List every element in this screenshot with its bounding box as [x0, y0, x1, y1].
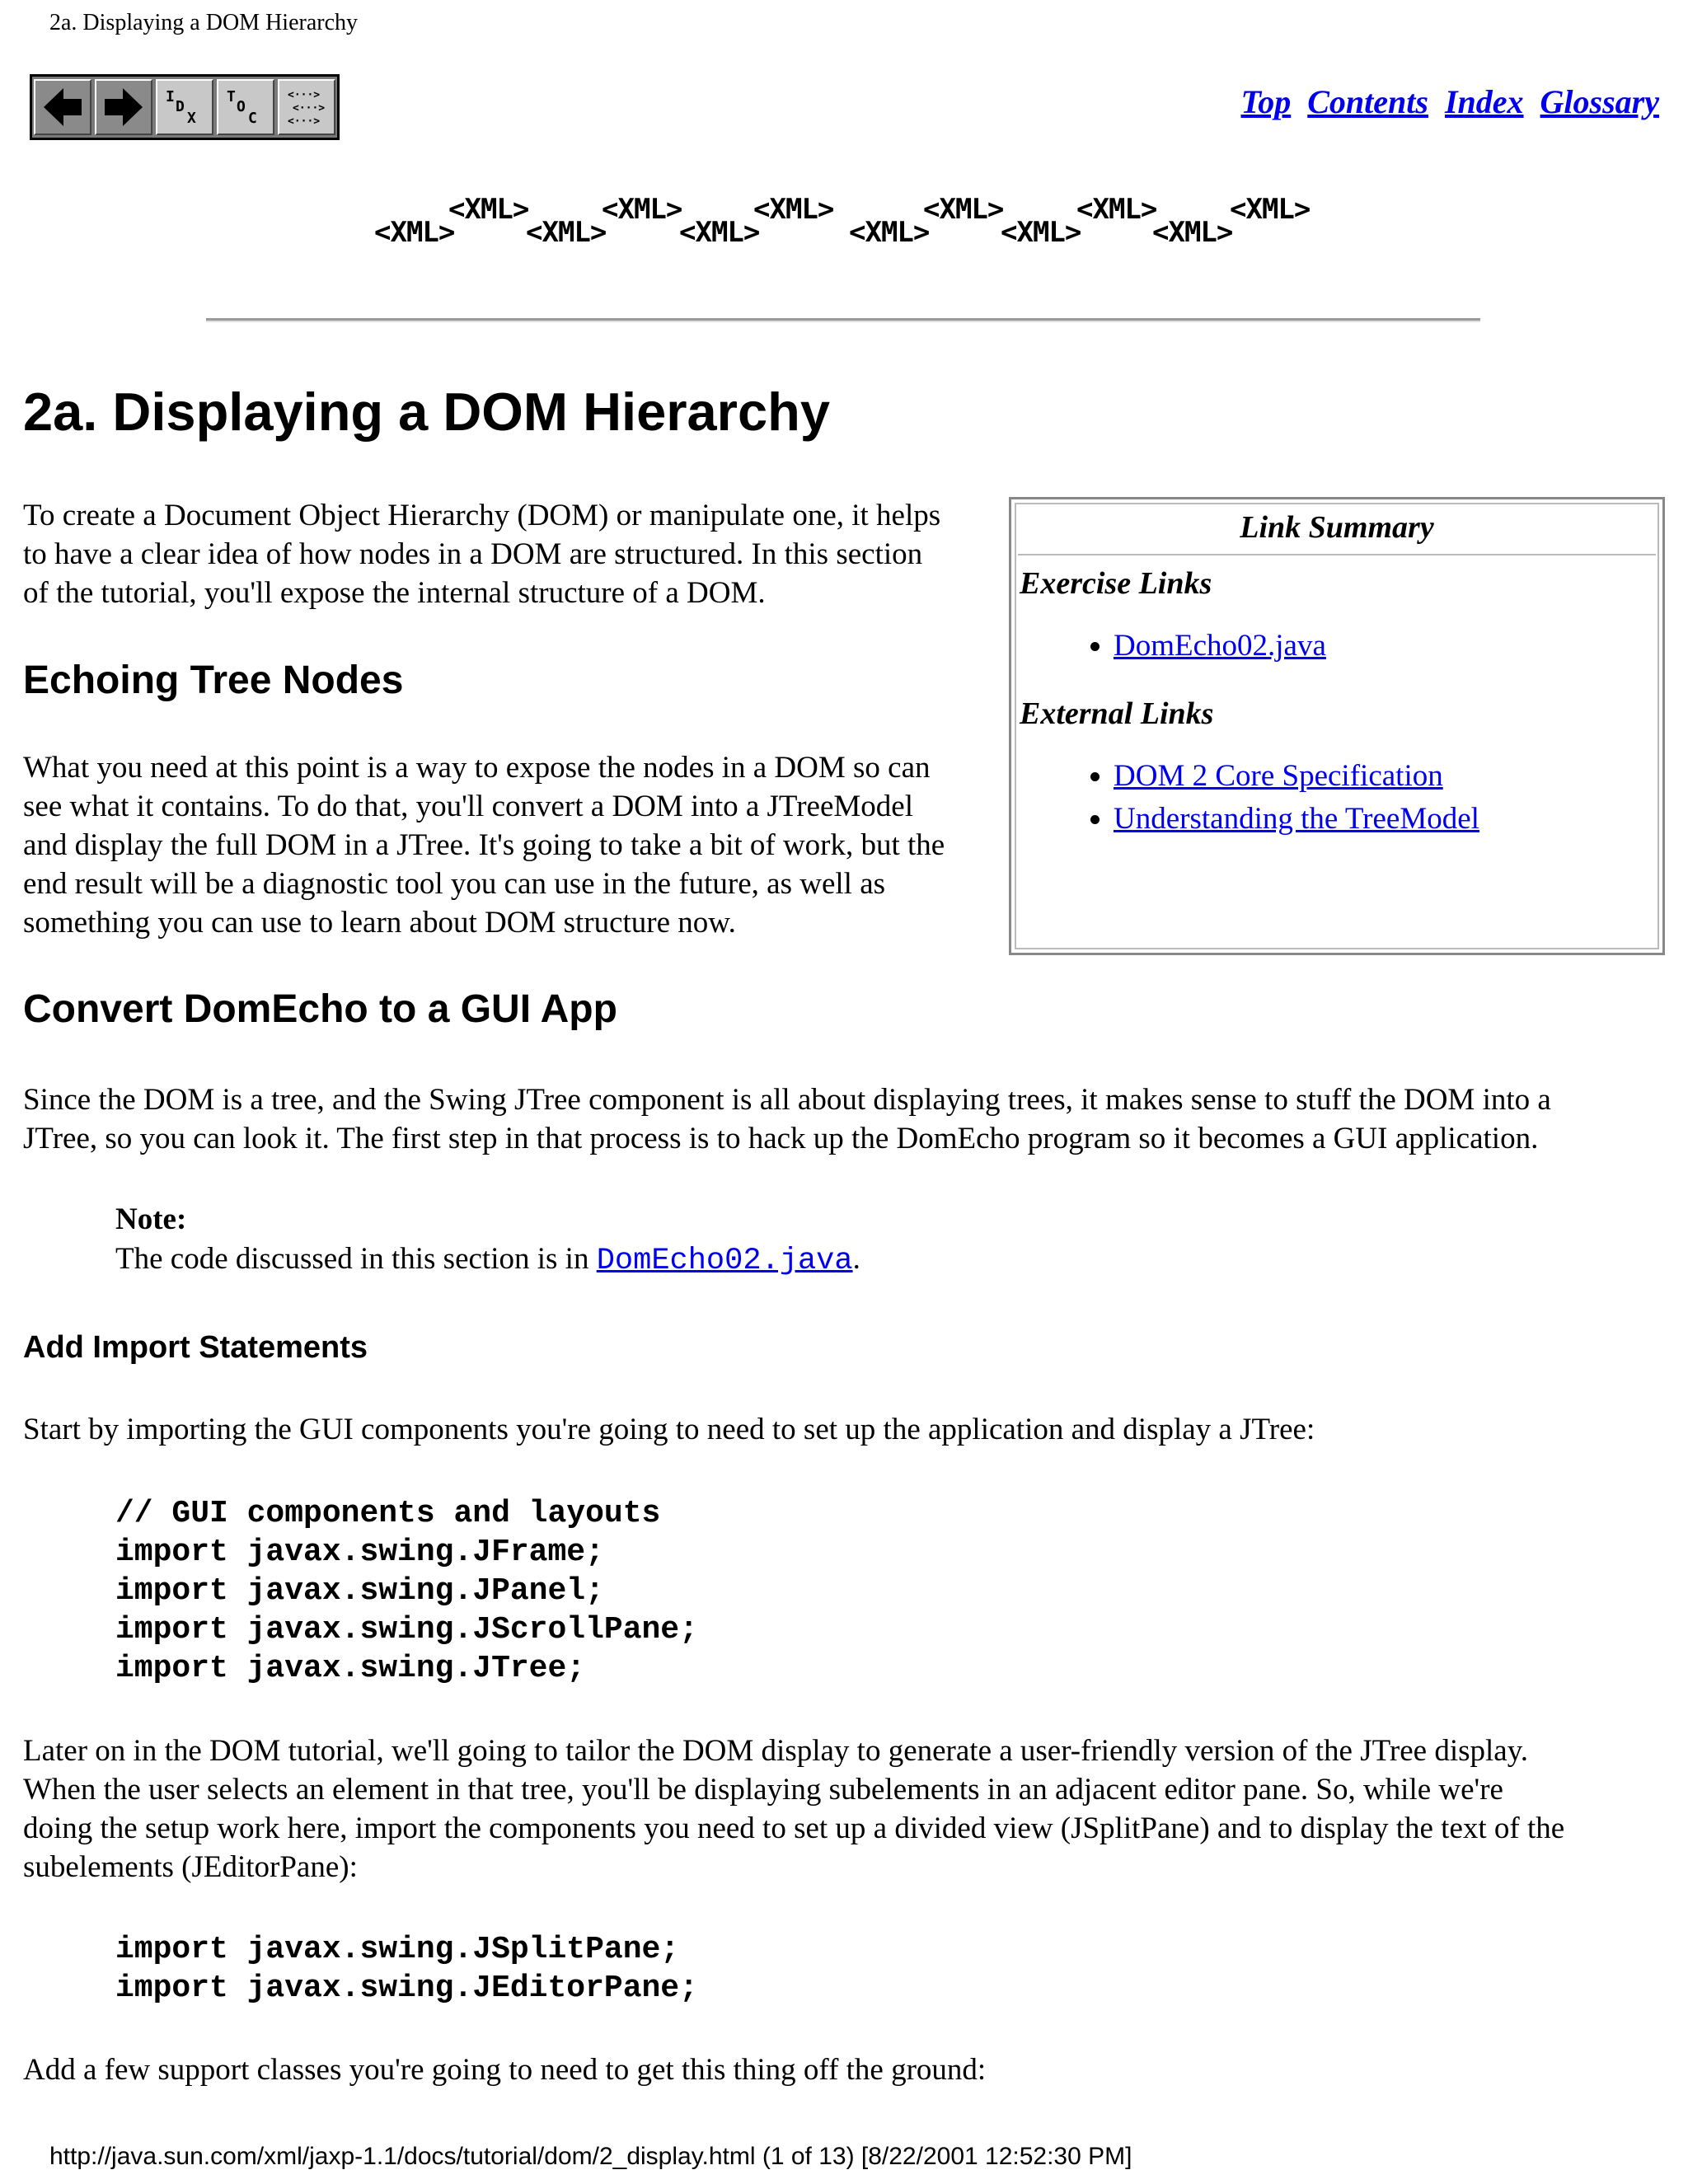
code-line: import javax.swing.JPanel;	[115, 1573, 604, 1609]
top-link[interactable]: Top	[1240, 83, 1292, 120]
svg-text:D: D	[176, 98, 185, 115]
xml-banner-word: <XML>	[679, 216, 760, 249]
svg-text:<···>: <···>	[293, 102, 326, 115]
list-item	[1114, 798, 1658, 841]
index-link[interactable]: Index	[1444, 83, 1524, 120]
text-line: Since the DOM is a tree, and the Swing JTree component is all about displaying trees, it makes sense to stuff the DOM into a	[23, 1083, 1551, 1117]
svg-text:C: C	[248, 110, 257, 127]
index-icon[interactable]	[156, 79, 213, 135]
xml-banner-word: <XML>	[602, 193, 682, 226]
link-summary-box	[1009, 497, 1665, 955]
section-heading-add-import-statements: Add Import Statements	[23, 1330, 368, 1365]
svg-text:<···>: <···>	[288, 89, 321, 101]
text-line: something you can use to learn about DOM structure now.	[23, 906, 736, 940]
code-block-split-imports	[115, 1930, 698, 2008]
understanding-treemodel-link[interactable]: Understanding the TreeModel	[1114, 802, 1479, 836]
forward-arrow-icon[interactable]	[95, 79, 152, 135]
svg-text:X: X	[187, 110, 196, 127]
import-intro-paragraph: Start by importing the GUI components you're going to need to set up the application and display a JTree:	[23, 1413, 1315, 1446]
svg-text:I: I	[166, 88, 175, 105]
text-line: of the tutorial, you'll expose the internal structure of a DOM.	[23, 576, 766, 610]
code-block-gui-imports	[115, 1494, 698, 1688]
svg-text:O: O	[237, 98, 246, 115]
exercise-links-heading: Exercise Links	[1020, 566, 1212, 601]
print-footer-url: http://java.sun.com/xml/jaxp-1.1/docs/tutorial/dom/2_display.html (1 of 13) [8/22/2001 12:52:30 PM]	[49, 2143, 1132, 2170]
code-line: import javax.swing.JEditorPane;	[115, 1971, 698, 2006]
toc-icon[interactable]	[217, 79, 274, 135]
xml-banner-word: <XML>	[1076, 193, 1157, 226]
svg-text:T: T	[227, 88, 236, 105]
xml-banner	[363, 191, 1335, 257]
note-text-before: The code discussed in this section is in	[115, 1242, 597, 1276]
section-heading-convert-domecho: Convert DomEcho to a GUI App	[23, 987, 617, 1031]
text-line: What you need at this point is a way to expose the nodes in a DOM so can	[23, 751, 931, 785]
code-line: import javax.swing.JTree;	[115, 1651, 586, 1686]
domecho02-link[interactable]: DomEcho02.java	[1114, 629, 1326, 663]
code-line: // GUI components and layouts	[115, 1496, 661, 1531]
horizontal-rule	[206, 318, 1480, 322]
note-text-after: .	[852, 1242, 860, 1276]
text-line: end result will be a diagnostic tool you can use in the future, as well as	[23, 867, 886, 901]
code-line: import javax.swing.JFrame;	[115, 1535, 604, 1570]
text-line: When the user selects an element in that tree, you'll be displaying subelements in an adjacent editor pane. So, while we're	[23, 1773, 1503, 1807]
dom2-core-spec-link[interactable]: DOM 2 Core Specification	[1114, 759, 1443, 793]
note-label: Note:	[115, 1202, 187, 1236]
page-title: 2a. Displaying a DOM Hierarchy	[23, 382, 830, 442]
xml-banner-word: <XML>	[448, 193, 529, 226]
glossary-link[interactable]: Glossary	[1540, 83, 1659, 120]
text-line: see what it contains. To do that, you'll convert a DOM into a JTreeModel	[23, 790, 913, 823]
external-links-heading: External Links	[1020, 696, 1214, 731]
code-line: import javax.swing.JScrollPane;	[115, 1612, 698, 1647]
text-line: JTree, so you can look it. The first step in that process is to hack up the DomEcho program so it becomes a GUI application.	[23, 1122, 1539, 1155]
jsplitpane-paragraph	[23, 1732, 1564, 1886]
xml-banner-word: <XML>	[374, 216, 455, 249]
code-line: import javax.swing.JSplitPane;	[115, 1932, 680, 1967]
xml-banner-word: <XML>	[753, 193, 834, 226]
xml-banner-word: <XML>	[1152, 216, 1233, 249]
xml-banner-word: <XML>	[1230, 193, 1311, 226]
contents-link[interactable]: Contents	[1307, 83, 1428, 120]
xml-banner-word: <XML>	[1001, 216, 1081, 249]
domecho02-code-link[interactable]: DomEcho02.java	[596, 1244, 853, 1278]
convert-paragraph	[23, 1080, 1551, 1158]
nav-icon-bar	[30, 74, 340, 140]
text-line: and display the full DOM in a JTree. It's going to take a bit of work, but the	[23, 828, 945, 862]
intro-paragraph	[23, 496, 940, 612]
xml-tags-icon[interactable]	[278, 79, 335, 135]
text-line: To create a Document Object Hierarchy (DOM) or manipulate one, it helps	[23, 499, 941, 532]
list-item	[1114, 755, 1658, 798]
link-summary-title: Link Summary	[1018, 504, 1656, 555]
support-classes-paragraph: Add a few support classes you're going to need to get this thing off the ground:	[23, 2053, 987, 2087]
note-text	[115, 1240, 860, 1281]
print-header: 2a. Displaying a DOM Hierarchy	[49, 10, 359, 35]
list-item	[1114, 625, 1658, 668]
section-heading-echoing-tree-nodes: Echoing Tree Nodes	[23, 658, 404, 702]
back-arrow-icon[interactable]	[34, 79, 91, 135]
svg-text:<···>: <···>	[288, 115, 321, 128]
text-line: doing the setup work here, import the components you need to set up a divided view (JSplitPane) and to display the text of the	[23, 1811, 1565, 1845]
text-line: to have a clear idea of how nodes in a DOM are structured. In this section	[23, 537, 923, 571]
text-line: Later on in the DOM tutorial, we'll going to tailor the DOM display to generate a user-friendly version of the JTree display.	[23, 1734, 1529, 1768]
echoing-paragraph	[23, 748, 945, 942]
xml-banner-word: <XML>	[849, 216, 930, 249]
top-links	[1232, 82, 1659, 121]
xml-banner-word: <XML>	[526, 216, 607, 249]
note-block	[115, 1200, 860, 1281]
text-line: subelements (JEditorPane):	[23, 1850, 358, 1884]
xml-banner-word: <XML>	[923, 193, 1004, 226]
